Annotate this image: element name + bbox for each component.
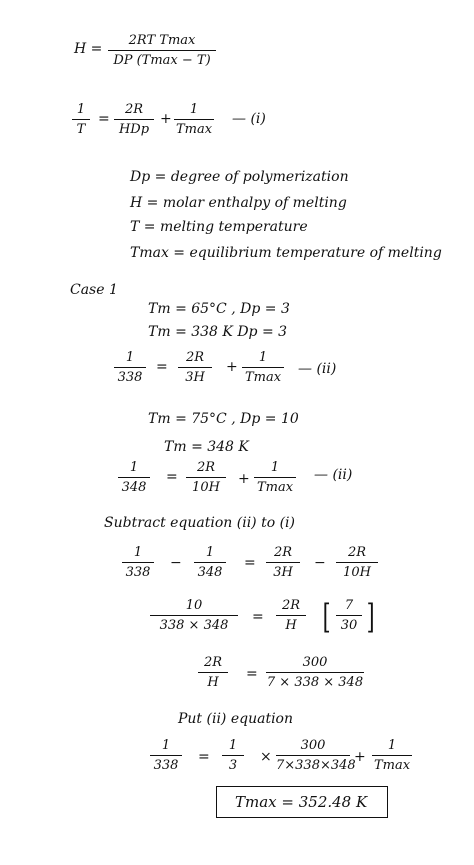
fraction-denominator: 3 — [228, 758, 238, 773]
fraction-denominator: 348 — [121, 480, 147, 495]
put-fraction-3 — [276, 738, 356, 773]
definition-h: H = molar enthalpy of melting — [130, 195, 347, 211]
fraction-bar — [194, 562, 226, 563]
fraction-bar — [150, 615, 238, 616]
plus-sign: + — [238, 471, 250, 487]
fraction-numerator: 1 — [133, 545, 143, 560]
fraction-numerator: 1 — [76, 102, 86, 117]
fraction-bar — [242, 367, 284, 368]
fraction-numerator: 2R — [273, 545, 293, 560]
fraction-numerator: 300 — [300, 738, 326, 753]
minus-sign: − — [170, 555, 182, 571]
fraction-numerator: 2R — [124, 102, 144, 117]
fraction-numerator: 1 — [270, 460, 280, 475]
case-heading: Case 1 — [70, 282, 118, 298]
subtract-row2-fraction-3 — [336, 598, 362, 633]
final-answer-box — [216, 786, 388, 818]
plus-sign: + — [354, 749, 366, 765]
fraction-denominator: 30 — [340, 618, 358, 633]
subtract-instruction: Subtract equation (ii) to (i) — [104, 515, 295, 531]
fraction-denominator: H — [207, 675, 219, 690]
fraction-bar — [222, 755, 244, 756]
fraction-denominator: Tmax — [373, 758, 411, 773]
subtract-row3-fraction-2 — [266, 655, 364, 690]
right-bracket: ] — [366, 597, 375, 637]
fraction-numerator: 2R — [185, 350, 205, 365]
subtract-row1-fraction-3 — [266, 545, 300, 580]
case1-condition-2b: Tm = 348 K — [164, 439, 249, 455]
eq-iii-fraction-3 — [254, 460, 296, 495]
fraction-bar — [372, 755, 412, 756]
fraction-numerator: 10 — [185, 598, 203, 613]
fraction-denominator: H — [285, 618, 297, 633]
h-formula-fraction — [108, 33, 216, 68]
fraction-numerator: 2R — [196, 460, 216, 475]
fraction-denominator: Tmax — [256, 480, 294, 495]
fraction-numerator: 1 — [129, 460, 139, 475]
fraction-numerator: 1 — [258, 350, 268, 365]
eq-ii-fraction-3 — [242, 350, 284, 385]
definition-dp: Dp = degree of polymerization — [130, 169, 349, 185]
h-formula-denominator: DP (Tmax − T) — [113, 53, 211, 68]
fraction-bar — [108, 50, 216, 51]
fraction-denominator: 7 × 338 × 348 — [266, 675, 364, 690]
fraction-bar — [336, 562, 378, 563]
eq-i-fraction-2 — [114, 102, 154, 137]
equals-sign: = — [198, 749, 210, 765]
eq-i-fraction-3 — [174, 102, 214, 137]
fraction-denominator: 3H — [185, 370, 205, 385]
h-formula-numerator: 2RT Tmax — [128, 33, 196, 48]
fraction-bar — [114, 367, 146, 368]
fraction-bar — [72, 119, 90, 120]
fraction-bar — [114, 119, 154, 120]
fraction-bar — [276, 615, 306, 616]
fraction-numerator: 7 — [344, 598, 354, 613]
fraction-bar — [254, 477, 296, 478]
fraction-bar — [122, 562, 154, 563]
put-instruction: Put (ii) equation — [178, 711, 294, 727]
fraction-numerator: 2R — [203, 655, 223, 670]
h-equals-label: H = — [74, 41, 103, 57]
fraction-numerator: 1 — [161, 738, 171, 753]
fraction-denominator: HDp — [118, 122, 150, 137]
equals-sign: = — [252, 609, 264, 625]
fraction-denominator: 338 × 348 — [159, 618, 229, 633]
fraction-denominator: Tmax — [244, 370, 282, 385]
subtract-row1-fraction-4 — [336, 545, 378, 580]
put-fraction-1 — [150, 738, 182, 773]
fraction-numerator: 2R — [347, 545, 367, 560]
eq-iii-fraction-1 — [118, 460, 150, 495]
fraction-bar — [186, 477, 226, 478]
equation-tag-iii: — (ii) — [314, 467, 353, 483]
equals-sign: = — [166, 469, 178, 485]
left-bracket: [ — [322, 597, 331, 637]
fraction-denominator: 10H — [343, 565, 371, 580]
fraction-numerator: 1 — [205, 545, 215, 560]
fraction-denominator: 3H — [273, 565, 293, 580]
subtract-row3-fraction-1 — [198, 655, 228, 690]
fraction-bar — [174, 119, 214, 120]
fraction-bar — [118, 477, 150, 478]
equals-sign: = — [244, 555, 256, 571]
plus-sign: + — [160, 111, 172, 127]
equation-tag-ii: — (ii) — [298, 361, 337, 377]
definition-tmax: Tmax = equilibrium temperature of melting — [130, 245, 442, 261]
equals-sign: = — [98, 111, 110, 127]
put-fraction-4 — [372, 738, 412, 773]
fraction-denominator: 348 — [197, 565, 223, 580]
case1-condition-1b: Tm = 338 K Dp = 3 — [148, 324, 288, 340]
final-answer: Tmax = 352.48 K — [235, 793, 368, 811]
fraction-numerator: 300 — [302, 655, 328, 670]
fraction-denominator: Tmax — [175, 122, 213, 137]
subtract-row2-fraction-2 — [276, 598, 306, 633]
fraction-denominator: 7×338×348 — [276, 758, 356, 773]
subtract-row1-fraction-2 — [194, 545, 226, 580]
equation-tag-i: — (i) — [232, 111, 266, 127]
minus-sign: − — [314, 555, 326, 571]
fraction-numerator: 1 — [189, 102, 199, 117]
fraction-denominator: T — [76, 122, 86, 137]
eq-i-fraction-1 — [72, 102, 90, 137]
eq-iii-fraction-2 — [186, 460, 226, 495]
fraction-denominator: 338 — [153, 758, 179, 773]
subtract-row2-fraction-1 — [150, 598, 238, 633]
eq-ii-fraction-2 — [178, 350, 212, 385]
fraction-bar — [266, 672, 364, 673]
fraction-numerator: 1 — [125, 350, 135, 365]
fraction-bar — [178, 367, 212, 368]
eq-ii-fraction-1 — [114, 350, 146, 385]
fraction-bar — [276, 755, 350, 756]
fraction-denominator: 338 — [125, 565, 151, 580]
definition-t: T = melting temperature — [130, 219, 308, 235]
times-sign: × — [260, 749, 272, 765]
case1-condition-2a: Tm = 75°C , Dp = 10 — [148, 411, 299, 427]
equals-sign: = — [156, 359, 168, 375]
fraction-numerator: 1 — [228, 738, 238, 753]
fraction-bar — [198, 672, 228, 673]
equals-sign: = — [246, 666, 258, 682]
fraction-numerator: 2R — [281, 598, 301, 613]
subtract-row1-fraction-1 — [122, 545, 154, 580]
fraction-bar — [266, 562, 300, 563]
fraction-bar — [336, 615, 362, 616]
fraction-denominator: 10H — [192, 480, 220, 495]
case1-condition-1a: Tm = 65°C , Dp = 3 — [148, 301, 290, 317]
fraction-numerator: 1 — [387, 738, 397, 753]
plus-sign: + — [226, 359, 238, 375]
put-fraction-2 — [222, 738, 244, 773]
fraction-bar — [150, 755, 182, 756]
fraction-denominator: 338 — [117, 370, 143, 385]
